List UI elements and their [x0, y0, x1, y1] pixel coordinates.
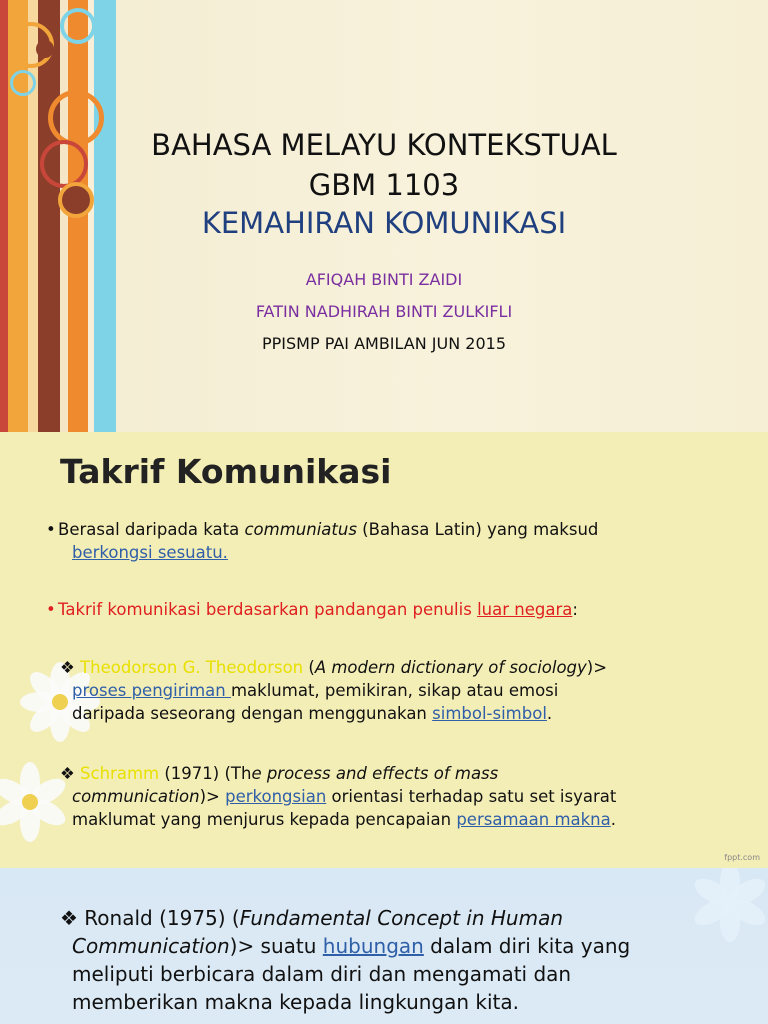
bullet-icon: • [46, 520, 56, 539]
link-proses-pengiriman[interactable]: proses pengiriman [72, 681, 231, 700]
definition-point-5: ❖ Ronald (1975) (Fundamental Concept in Human Communication)> suatu hubungan dalam diri kita yang meliputi berbicara dalam diri dan mengamati dan memberikan makna kepada lingkungan kita. [60, 906, 631, 1014]
link-hubungan[interactable]: hubungan [322, 934, 424, 958]
bullet-icon: • [46, 600, 56, 619]
author-name: FATIN NADHIRAH BINTI ZULKIFLI [255, 302, 513, 321]
diamond-bullet-icon: ❖ [60, 906, 78, 930]
program-label: PPISMP PAI AMBILAN JUN 2015 [261, 334, 506, 353]
author-schramm: Schramm [80, 764, 160, 783]
definition-point-1: • Berasal daripada kata communiatus (Bahasa Latin) yang maksud berkongsi sesuatu. [46, 520, 599, 562]
author-name: AFIQAH BINTI ZAIDI [305, 270, 463, 289]
definition-point-2: • Takrif komunikasi berdasarkan pandangan penulis luar negara: [46, 600, 578, 619]
decor-circle [60, 8, 96, 44]
definition-point-4: ❖ Schramm (1971) (The process and effects of mass communication)> perkongsian orientasi terhadap satu set isyarat maklumat yang menjurus kepada pencapaian persamaan makna. [60, 764, 617, 829]
slide-title: Takrif Komunikasi [60, 452, 392, 491]
decor-circle [10, 70, 36, 96]
diamond-bullet-icon: ❖ [60, 764, 75, 783]
decor-circle [36, 40, 54, 58]
title-slide [0, 0, 768, 432]
decor-circle [96, 22, 112, 38]
diamond-bullet-icon: ❖ [60, 658, 75, 677]
definition-point-3: ❖ Theodorson G. Theodorson (A modern dictionary of sociology)> proses pengiriman maklumat, pemikiran, sikap atau emosi daripada seseorang dengan menggunakan simbol-simbol. [60, 658, 608, 723]
continuation-slide [0, 868, 768, 1024]
link-luar-negara[interactable]: luar negara [477, 600, 573, 619]
course-code: GBM 1103 [308, 168, 460, 202]
presentation-subtitle: KEMAHIRAN KOMUNIKASI [201, 206, 567, 240]
author-theodorson: Theodorson G. Theodorson [80, 658, 304, 677]
link-berkongsi[interactable]: berkongsi sesuatu. [72, 543, 228, 562]
link-perkongsian[interactable]: perkongsian [225, 787, 327, 806]
presentation-title: BAHASA MELAYU KONTEKSTUAL [151, 128, 617, 162]
definition-slide [0, 432, 768, 868]
link-persamaan-makna[interactable]: persamaan makna [456, 810, 611, 829]
link-simbol[interactable]: simbol-simbol [432, 704, 547, 723]
watermark: fppt.com [724, 853, 760, 862]
